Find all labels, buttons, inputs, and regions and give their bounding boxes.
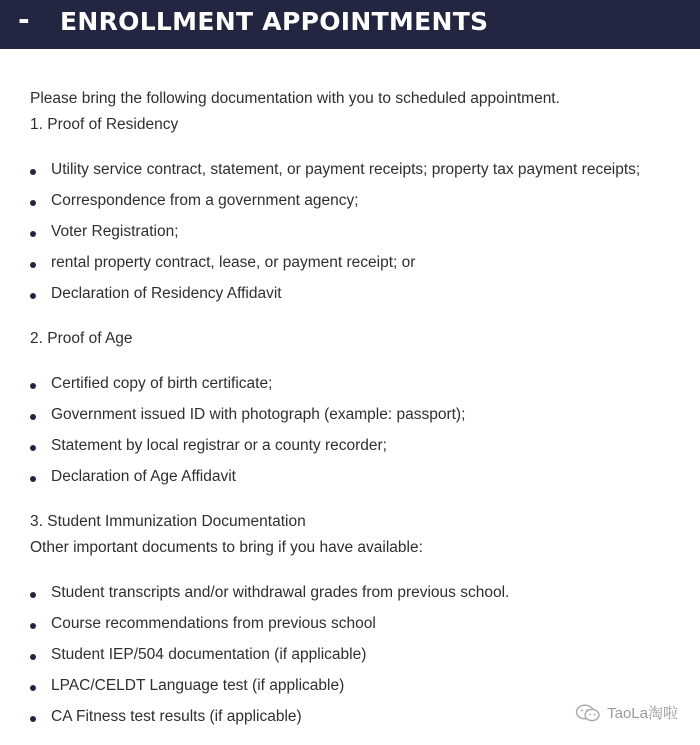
list-item: [30, 707, 302, 727]
wechat-icon: [575, 703, 601, 723]
list-item-text: Statement by local registrar or a county recorder;: [51, 437, 387, 454]
list-item-text: Course recommendations from previous school: [51, 615, 376, 632]
list-item-text: rental property contract, lease, or payment receipt; or: [51, 254, 416, 271]
list-item: [30, 436, 387, 456]
list-item: [30, 191, 359, 211]
list-item: [30, 467, 236, 487]
immunization-heading: 3. Student Immunization Documentation: [30, 513, 306, 530]
list-item: [30, 160, 640, 180]
list-item: [30, 284, 282, 304]
collapse-toggle-icon[interactable]: -: [18, 3, 30, 36]
section-title: ENROLLMENT APPOINTMENTS: [60, 7, 489, 36]
bullet-icon: [30, 476, 36, 482]
age-heading: 2. Proof of Age: [30, 330, 133, 347]
list-item-text: CA Fitness test results (if applicable): [51, 708, 302, 725]
bullet-icon: [30, 623, 36, 629]
list-item-text: Declaration of Age Affidavit: [51, 468, 236, 485]
other-documents-heading: Other important documents to bring if you have available:: [30, 539, 423, 556]
list-item: [30, 253, 415, 273]
list-item: [30, 222, 179, 242]
list-item: [30, 645, 366, 665]
list-item: [30, 676, 344, 696]
bullet-icon: [30, 716, 36, 722]
bullet-icon: [30, 231, 36, 237]
bullet-icon: [30, 685, 36, 691]
watermark: [575, 702, 678, 723]
bullet-icon: [30, 200, 36, 206]
bullet-icon: [30, 592, 36, 598]
list-item-text: Student IEP/504 documentation (if applicable): [51, 646, 367, 663]
residency-heading: 1. Proof of Residency: [30, 116, 179, 133]
list-item: [30, 614, 376, 634]
list-item-text: LPAC/CELDT Language test (if applicable): [51, 677, 345, 694]
bullet-icon: [30, 262, 36, 268]
list-item-text: Voter Registration;: [51, 223, 179, 240]
list-item-text: Correspondence from a government agency;: [51, 192, 359, 209]
list-item: [30, 374, 272, 394]
list-item: [30, 583, 509, 603]
bullet-icon: [30, 169, 36, 175]
list-item-text: Student transcripts and/or withdrawal grades from previous school.: [51, 584, 510, 601]
watermark-text: TaoLa淘啦: [607, 705, 678, 722]
list-item-text: Utility service contract, statement, or payment receipts; property tax payment receipts;: [51, 161, 641, 178]
list-item-text: Declaration of Residency Affidavit: [51, 285, 282, 302]
bullet-icon: [30, 445, 36, 451]
list-item: [30, 405, 465, 425]
intro-text: Please bring the following documentation with you to scheduled appointment.: [30, 90, 560, 107]
bullet-icon: [30, 383, 36, 389]
list-item-text: Government issued ID with photograph (example: passport);: [51, 406, 466, 423]
list-item-text: Certified copy of birth certificate;: [51, 375, 273, 392]
bullet-icon: [30, 654, 36, 660]
bullet-icon: [30, 293, 36, 299]
bullet-icon: [30, 414, 36, 420]
